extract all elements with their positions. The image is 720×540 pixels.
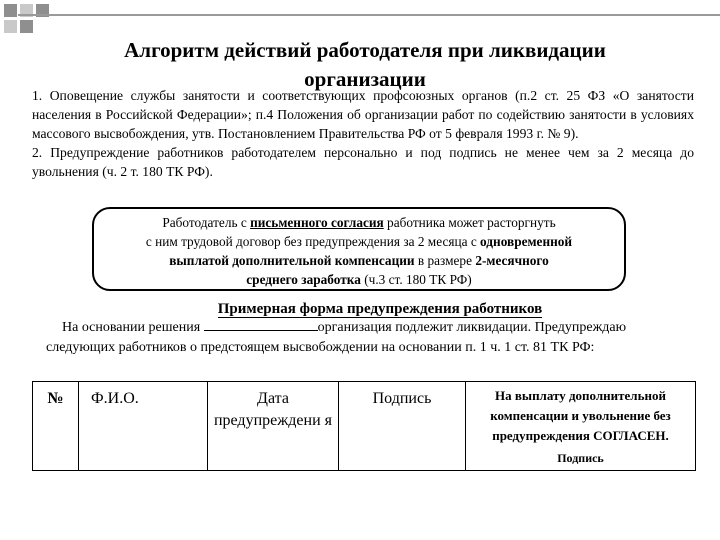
box-text-emphasis: одновременной bbox=[480, 234, 573, 249]
header-date: Дата предупреждени я bbox=[208, 382, 339, 471]
form-line-2: следующих работников о предстоящем высвобождении на основании п. 1 ч. 1 ст. 81 ТК РФ: bbox=[46, 340, 595, 355]
decision-blank-field[interactable] bbox=[204, 318, 318, 331]
form-line-1-b: организация подлежит ликвидации. Предупреждаю bbox=[317, 320, 627, 335]
deco-square bbox=[20, 20, 33, 33]
deco-square bbox=[4, 20, 17, 33]
deco-square bbox=[4, 4, 17, 17]
steps-text bbox=[32, 86, 694, 181]
box-text: работника может расторгнуть bbox=[383, 215, 556, 230]
table-header-row bbox=[33, 382, 696, 471]
box-text-emphasis: 2-месячного bbox=[475, 253, 549, 268]
box-text-emphasis: среднего заработка bbox=[246, 272, 361, 287]
agreement-text: На выплату дополнительной компенсации и увольнение без предупреждения СОГЛАСЕН. bbox=[490, 388, 671, 443]
title-line-2: организации bbox=[304, 67, 426, 91]
consent-note-box bbox=[92, 207, 626, 291]
box-text: Работодатель с bbox=[162, 215, 251, 230]
step-1: 1. Оповещение службы занятости и соответствующих профсоюзных органов (п.2 ст. 25 ФЗ «О занятости населения в Российской Федерации»; п.4 Положения об организации работ по содействию занятости в условиях массового высвобождения, утв. Постановлением Правительства РФ от 5 февраля 1993 г. № 9). bbox=[32, 88, 694, 141]
box-text-emphasis: выплатой дополнительной компенсации bbox=[169, 253, 415, 268]
box-text: с ним трудовой договор без предупреждения за 2 месяца с bbox=[145, 234, 481, 249]
box-text: (ч.3 ст. 180 ТК РФ) bbox=[360, 272, 472, 287]
corner-decoration bbox=[0, 0, 60, 40]
header-agreement bbox=[466, 382, 696, 471]
form-line-1-a: На основании решения bbox=[62, 320, 204, 335]
box-text: в размере bbox=[414, 253, 476, 268]
top-rule bbox=[18, 14, 720, 16]
agreement-signature-label: Подпись bbox=[557, 451, 604, 465]
header-fio: Ф.И.О. bbox=[79, 382, 208, 471]
header-number: № bbox=[33, 382, 79, 471]
form-title-text: Примерная форма предупреждения работников bbox=[217, 301, 543, 317]
step-2: 2. Предупреждение работников работодателем персонально и под подпись не менее чем за 2 месяца до увольнения (ч. 2 т. 180 ТК РФ). bbox=[32, 145, 694, 179]
title-line-1: Алгоритм действий работодателя при ликвидации bbox=[124, 38, 606, 62]
form-text bbox=[46, 318, 698, 358]
box-text-emphasis: письменного согласия bbox=[250, 215, 384, 230]
form-title bbox=[60, 299, 700, 319]
warning-table bbox=[32, 381, 696, 471]
header-signature: Подпись bbox=[339, 382, 466, 471]
